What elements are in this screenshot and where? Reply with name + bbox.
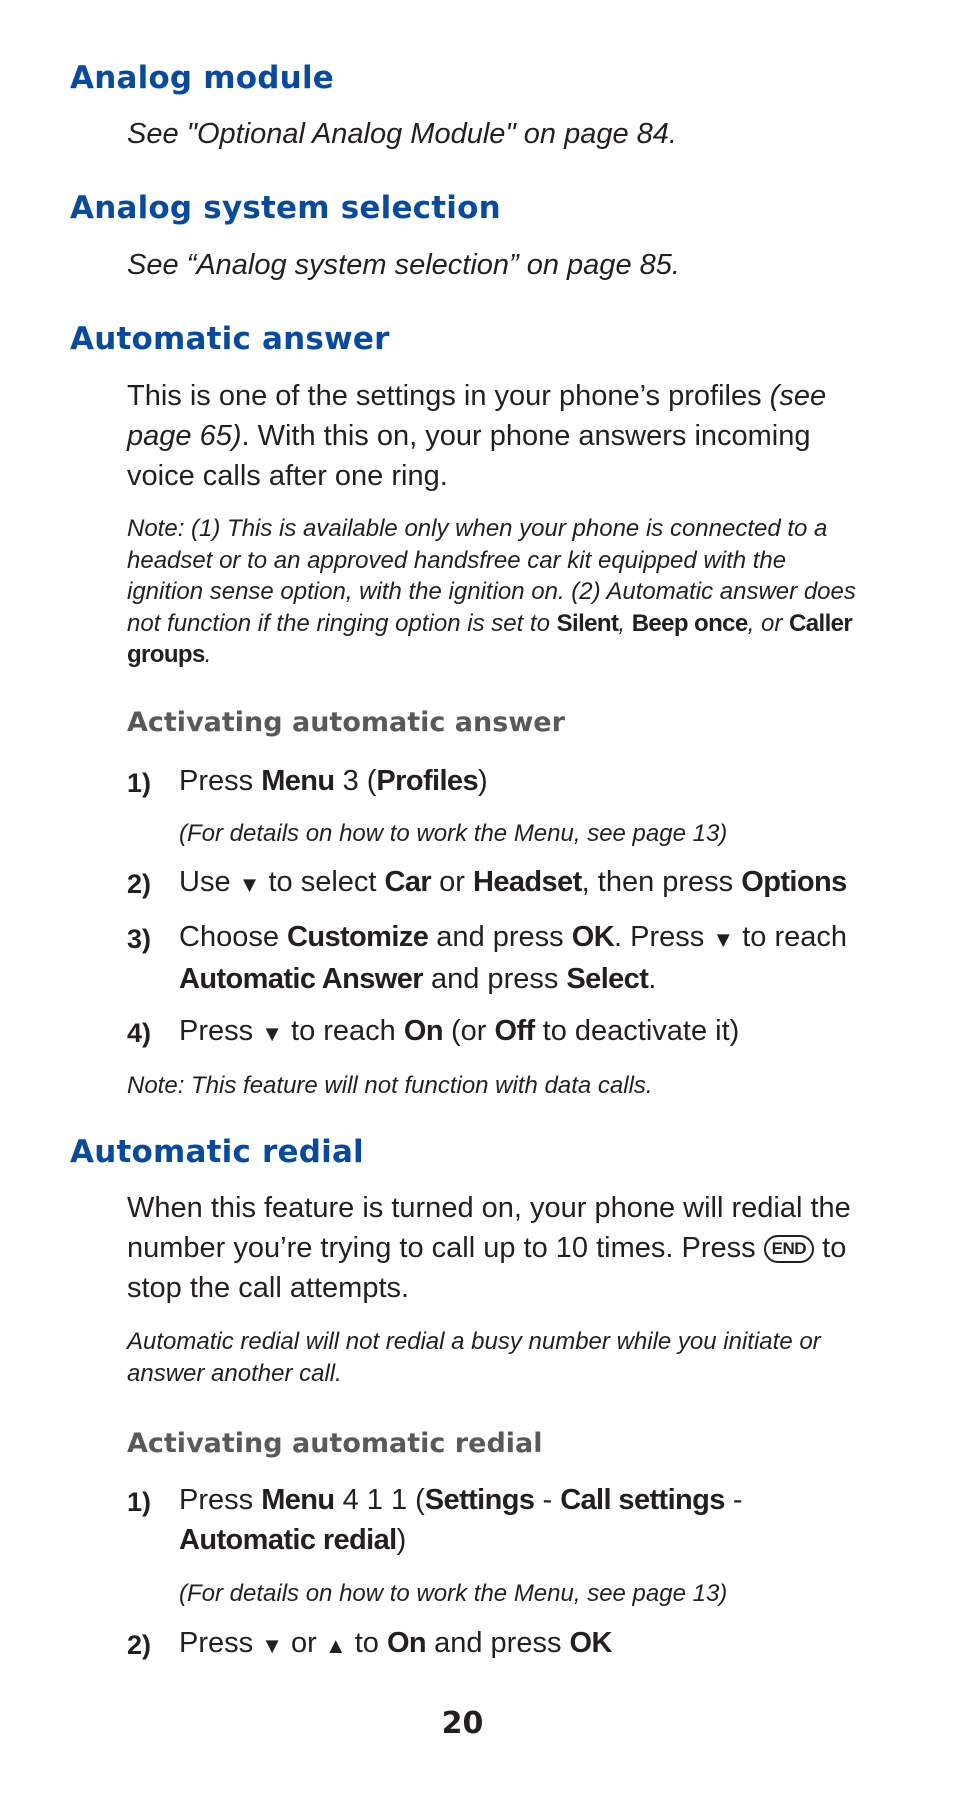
subheading-activating-automatic-answer: Activating automatic answer — [127, 707, 565, 738]
separator: , — [618, 609, 632, 637]
step-text — [127, 1623, 862, 1665]
key-call-settings: Call settings — [560, 1484, 725, 1516]
data-calls-note: Note: This feature will not function with data calls. — [127, 1072, 653, 1099]
step-number: 2) — [127, 869, 152, 899]
up-arrow-icon: ▲ — [324, 1633, 347, 1658]
text: 3 ( — [334, 765, 377, 797]
key-caller-groups: Caller groups — [127, 609, 853, 668]
key-off: Off — [494, 1015, 535, 1047]
text: . — [648, 963, 657, 995]
key-beep-once: Beep once — [631, 609, 748, 637]
text: and press — [422, 963, 567, 995]
step-text — [127, 917, 862, 999]
automatic-answer-note — [127, 513, 862, 671]
text: 4 1 1 ( — [334, 1484, 425, 1516]
text: ) — [396, 1524, 407, 1556]
separator: , or — [747, 609, 790, 637]
text: to select — [260, 866, 385, 898]
text: to deactivate it) — [534, 1015, 740, 1047]
text: , then press — [581, 866, 742, 898]
down-arrow-icon: ▼ — [261, 1633, 283, 1658]
menu-hint: (For details on how to work the Menu, see page 13) — [179, 1580, 728, 1607]
step-text — [127, 862, 862, 904]
text: - — [724, 1484, 743, 1516]
step-2 — [127, 862, 862, 904]
text: Press — [179, 1627, 262, 1659]
text: and press — [428, 921, 572, 953]
key-customize: Customize — [287, 921, 429, 953]
description-text: This is one of the settings in your phone’s profiles — [127, 380, 770, 412]
key-on: On — [403, 1015, 443, 1047]
key-silent: Silent — [556, 609, 619, 637]
automatic-answer-description — [127, 376, 862, 496]
text: (or — [442, 1015, 495, 1047]
key-menu: Menu — [261, 765, 335, 797]
text: to reach — [282, 1015, 404, 1047]
step-number: 3) — [127, 924, 152, 954]
menu-hint: (For details on how to work the Menu, see page 13) — [179, 820, 728, 847]
heading-automatic-answer: Automatic answer — [70, 321, 390, 357]
text: Press — [179, 765, 262, 797]
page-number: 20 — [441, 1706, 484, 1741]
step-4 — [127, 1011, 862, 1053]
text: and press — [426, 1627, 570, 1659]
separator: . — [204, 641, 212, 668]
step-text — [127, 1011, 862, 1053]
key-menu: Menu — [261, 1484, 335, 1516]
step-number: 2) — [127, 1630, 152, 1660]
text: ) — [478, 765, 488, 797]
text: Press — [179, 1015, 262, 1047]
end-key-icon: END — [764, 1235, 814, 1263]
automatic-redial-description — [127, 1188, 862, 1308]
description-text: . With this on, your phone answers incoming voice calls after one ring. — [127, 420, 811, 492]
key-profiles: Profiles — [376, 765, 478, 797]
text: to reach — [734, 921, 847, 953]
text: Choose — [179, 921, 288, 953]
redial-step-2 — [127, 1623, 862, 1665]
description-text: to stop the call attempts. — [127, 1232, 847, 1304]
text: - — [534, 1484, 561, 1516]
text: or — [431, 866, 474, 898]
step-number: 1) — [127, 768, 152, 798]
reference-analog-system-selection: See “Analog system selection” on page 85. — [127, 249, 680, 281]
text: or — [282, 1627, 325, 1659]
profiles-page-reference: (see page 65) — [127, 380, 827, 452]
step-text — [127, 1480, 862, 1560]
key-car: Car — [384, 866, 432, 898]
automatic-redial-note: Automatic redial will not redial a busy number while you initiate or answer another call. — [127, 1328, 821, 1387]
text: Use — [179, 866, 239, 898]
heading-analog-module: Analog module — [70, 60, 334, 96]
key-ok: OK — [569, 1627, 612, 1659]
key-automatic-answer: Automatic Answer — [179, 963, 423, 995]
step-number: 1) — [127, 1487, 152, 1517]
step-text — [127, 761, 862, 801]
redial-step-1 — [127, 1480, 862, 1560]
heading-automatic-redial: Automatic redial — [70, 1134, 364, 1170]
step-number: 4) — [127, 1018, 152, 1048]
text: . Press — [614, 921, 713, 953]
text: to — [346, 1627, 387, 1659]
description-text: When this feature is turned on, your phone will redial the number you’re trying to call up to 10 times. Press — [127, 1192, 851, 1264]
down-arrow-icon: ▼ — [712, 927, 735, 952]
down-arrow-icon: ▼ — [238, 872, 261, 897]
reference-analog-module: See "Optional Analog Module" on page 84. — [127, 118, 677, 150]
step-1 — [127, 761, 862, 801]
key-settings: Settings — [424, 1484, 535, 1516]
text: Press — [179, 1484, 262, 1516]
key-ok: OK — [571, 921, 615, 953]
key-on: On — [386, 1627, 427, 1659]
key-select: Select — [566, 963, 649, 995]
note-text: Note: (1) This is available only when your phone is connected to a headset or to an approved handsfree car kit equipped with the ignition sense option, with the ignition on. (2) Automatic answer does not function if the ringing option is set to — [127, 515, 856, 637]
step-3 — [127, 917, 862, 999]
key-automatic-redial: Automatic redial — [179, 1524, 397, 1556]
heading-analog-system-selection: Analog system selection — [70, 190, 501, 226]
subheading-activating-automatic-redial: Activating automatic redial — [127, 1428, 543, 1459]
key-options: Options — [741, 866, 847, 898]
key-headset: Headset — [473, 866, 582, 898]
down-arrow-icon: ▼ — [261, 1021, 283, 1046]
